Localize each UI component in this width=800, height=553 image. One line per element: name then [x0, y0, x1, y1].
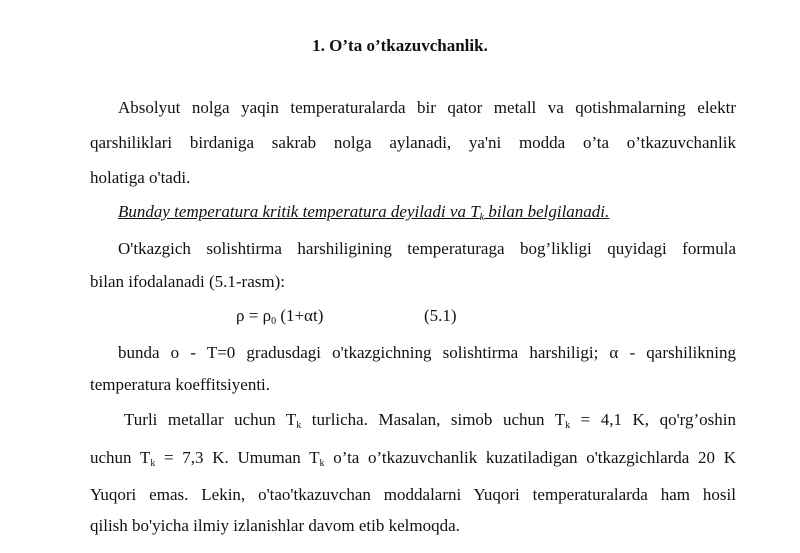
paragraph-1-line-3: holatiga o'tadi.: [90, 168, 191, 187]
p5-l2-text-c: o’ta o’tkazuvchanlik kuzatiladigan o'tkazgichlarda 20 K: [324, 448, 736, 467]
formula-subscript: 0: [271, 316, 277, 327]
p5-l2-text-b: = 7,3 K. Umuman T: [155, 448, 320, 467]
paragraph-5-line-1: [124, 410, 736, 430]
paragraph-5-line-2: [90, 448, 736, 468]
paragraph-2-definition: [118, 202, 678, 222]
paragraph-1-line-1: Absolyut nolga yaqin temperaturalarda bir qator metall va qotishmalarning elektr: [118, 98, 736, 117]
paragraph-3-line-1: O'tkazgich solishtirma harshiligining temperaturaga bog’likligi quyidagi formula: [118, 239, 736, 258]
definition-text-a: Bunday temperatura kritik temperatura deyiladi va T: [118, 202, 480, 221]
p5-l2-sub-a: k: [150, 458, 156, 469]
p5-l1-text-b: turlicha. Masalan, simob uchun T: [301, 410, 566, 429]
p5-l1-sub-b: k: [565, 420, 571, 431]
p5-l2-text-a: uchun T: [90, 448, 151, 467]
section-title: 1. O’ta o’tkazuvchanlik.: [312, 36, 488, 55]
formula-number: (5.1): [424, 306, 457, 325]
paragraph-4-line-2: temperatura koeffitsiyenti.: [90, 375, 271, 394]
p5-l1-text-c: = 4,1 K, qo'rg’oshin: [570, 410, 736, 429]
paragraph-4-line-1: bunda o - T=0 gradusdagi o'tkazgichning solishtirma harshiligi; α - qarshilikning: [118, 343, 736, 362]
p5-l1-sub-a: k: [296, 420, 302, 431]
p5-l1-text-a: Turli metallar uchun T: [124, 410, 297, 429]
formula-expression: [236, 306, 323, 326]
formula-text-a: ρ = ρ: [236, 306, 272, 325]
definition-subscript: k: [479, 212, 485, 223]
paragraph-1-line-2: qarshiliklari birdaniga sakrab nolga aylanadi, ya'ni modda o’ta o’tkazuvchanlik: [90, 133, 736, 152]
paragraph-3-line-2: bilan ifodalanadi (5.1-rasm):: [90, 272, 285, 291]
p5-l2-sub-b: k: [319, 458, 325, 469]
paragraph-5-line-4: qilish bo'yicha ilmiy izlanishlar davom etib kelmoqda.: [90, 516, 460, 535]
paragraph-5-line-3: Yuqori emas. Lekin, o'tao'tkazuvchan moddalarni Yuqori temperaturalarda ham hosil: [90, 485, 736, 504]
formula-text-b: (1+αt): [276, 306, 324, 325]
definition-text-b: bilan belgilanadi.: [484, 202, 610, 221]
